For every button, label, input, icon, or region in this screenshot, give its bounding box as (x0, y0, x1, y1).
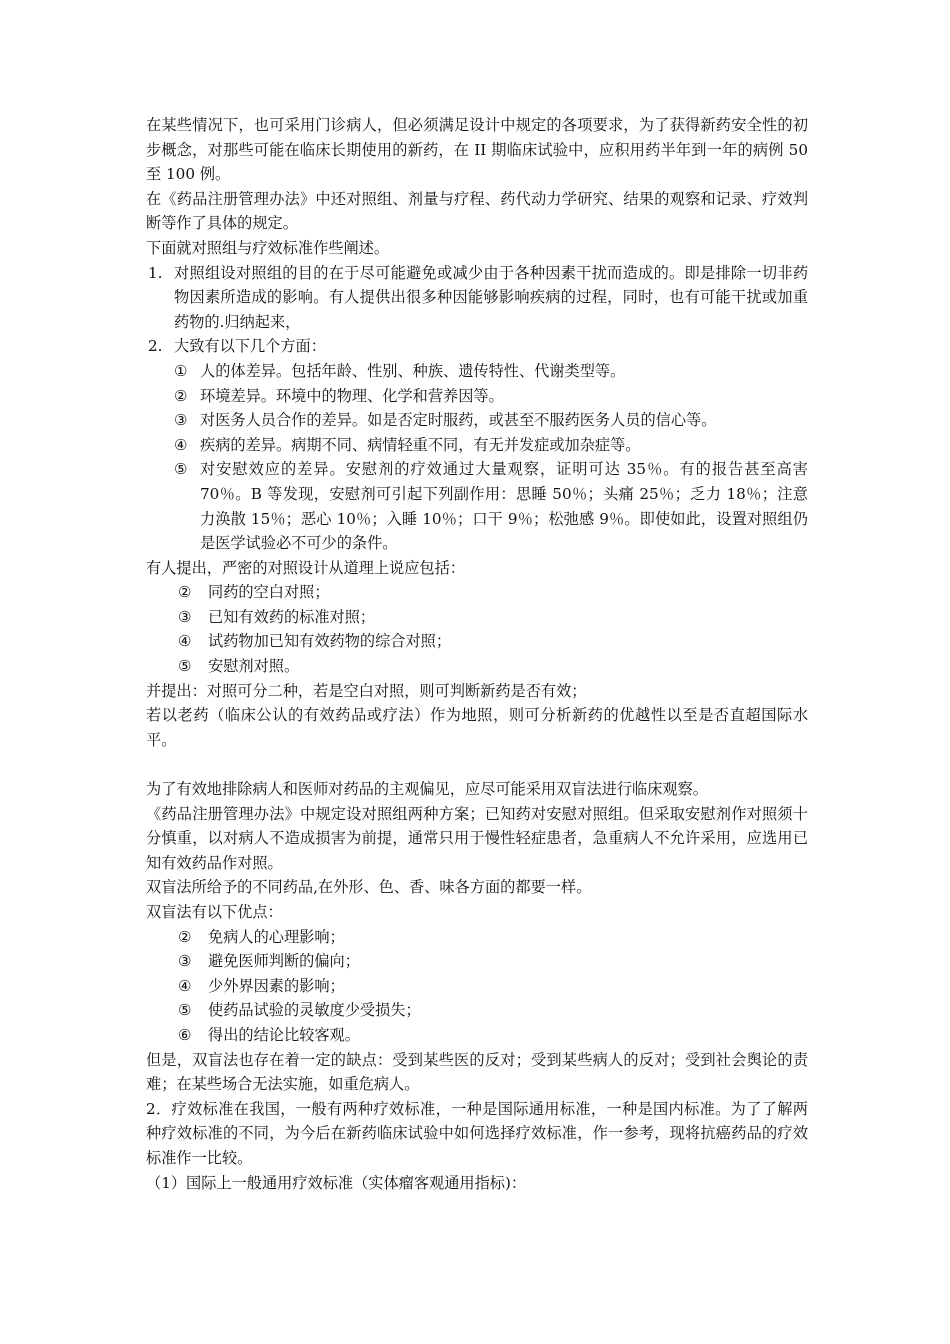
paragraph: 《药品注册管理办法》中规定设对照组两种方案；已知药对安慰对照组。但采取安慰剂作对照须十分慎重，以对病人不造成损害为前提，通常只用于慢性轻症患者，急重病人不允许采用，应选用已知有效药品作对照。 (146, 804, 808, 872)
paragraph: 在《药品注册管理办法》中还对照组、剂量与疗程、药代动力学研究、结果的观察和记录、疗效判断等作了具体的规定。 (146, 189, 808, 233)
item-text: 对安慰效应的差异。安慰剂的疗效通过大量观察，证明可达 35％。有的报告甚至高害 70％。B 等发现，安慰剂可引起下列副作用：思睡 50％；头痛 25％；乏力 18％；注意力涣散 15％；恶心 10％；入睡 10％；口干 9％；松弛感 9％。即使如此，设置对照组仍是医学试验必不可少的条件。 (200, 460, 808, 553)
list-item (174, 408, 808, 433)
paragraph: 有人提出，严密的对照设计从道理上说应包括： (146, 558, 465, 577)
item-marker: ④ (178, 976, 192, 995)
list-item (174, 384, 808, 409)
paragraph: 双盲法所给予的不同药品,在外形、色、香、味各方面的都要一样。 (146, 878, 592, 897)
item-text: 大致有以下几个方面： (174, 337, 326, 356)
item-text: 同药的空白对照； (208, 583, 330, 602)
numbered-item (148, 261, 808, 335)
item-marker: ④ (174, 435, 188, 454)
item-text: 已知有效药的标准对照； (208, 607, 376, 626)
item-marker: 2. (148, 337, 163, 356)
item-marker: ⑤ (174, 460, 188, 479)
list-item (178, 925, 808, 950)
item-marker: ② (178, 583, 192, 602)
list-item (178, 949, 808, 974)
item-text: 使药品试验的灵敏度少受损失； (208, 1001, 421, 1020)
item-text: 免病人的心理影响； (208, 927, 345, 946)
list-item (178, 654, 808, 679)
list-item (178, 580, 808, 605)
list-item (178, 605, 808, 630)
list-item (174, 359, 808, 384)
item-text: 疾病的差异。病期不同、病情轻重不同，有无并发症或加杂症等。 (200, 435, 641, 454)
paragraph: 2．疗效标准在我国，一般有两种疗效标准，一种是国际通用标准，一种是国内标准。为了了解两种疗效标准的不同，为今后在新药临床试验中如何选择疗效标准，作一参考，现将抗癌药品的疗效标准作一比较。 (146, 1099, 808, 1167)
numbered-item (148, 334, 808, 359)
item-marker: ⑤ (178, 657, 192, 676)
paragraph: 为了有效地排除病人和医师对药品的主观偏见，应尽可能采用双盲法进行临床观察。 (146, 780, 708, 799)
paragraph: （1）国际上一般通用疗效标准（实体瘤客观通用指标)： (146, 1173, 527, 1192)
item-text: 环境差异。环境中的物理、化学和营养因等。 (200, 386, 504, 405)
item-text: 避免医师判断的偏向； (208, 952, 360, 971)
item-marker: ⑥ (178, 1025, 192, 1044)
item-marker: ④ (178, 632, 192, 651)
item-marker: ② (178, 927, 192, 946)
item-marker: ③ (178, 952, 192, 971)
paragraph: 若以老药（临床公认的有效药品或疗法）作为地照，则可分析新药的优越性以至是否直超国际水平。 (146, 706, 808, 749)
item-marker: ② (174, 386, 188, 405)
list-item (178, 629, 808, 654)
blank-line (146, 752, 808, 777)
paragraph: 下面就对照组与疗效标准作些阐述。 (146, 238, 389, 257)
item-text: 对医务人员合作的差异。如是否定时服药，或甚至不服药医务人员的信心等。 (200, 411, 717, 430)
item-text: 得出的结论比较客观。 (208, 1025, 360, 1044)
document-page (146, 113, 808, 1195)
paragraph: 双盲法有以下优点： (146, 903, 283, 921)
item-marker: ① (174, 361, 188, 380)
item-marker: ③ (178, 607, 192, 626)
list-item (178, 974, 808, 999)
item-text: 少外界因素的影响； (208, 976, 345, 995)
item-marker: 1. (148, 263, 163, 282)
list-item (178, 1023, 808, 1048)
paragraph: 在某些情况下，也可采用门诊病人，但必须满足设计中规定的各项要求，为了获得新药安全性的初步概念，对那些可能在临床长期使用的新药，在 II 期临床试验中，应积用药半年到一年的病例 50 至 100 例。 (146, 116, 808, 184)
item-marker: ③ (174, 411, 188, 430)
item-text: 安慰剂对照。 (208, 657, 300, 676)
item-marker: ⑤ (178, 1001, 192, 1020)
item-text: 对照组设对照组的目的在于尽可能避免或减少由于各种因素干扰而造成的。即是排除一切非药物因素所造成的影响。有人提供出很多种因能够影响疾病的过程，同时，也有可能干扰或加重药物的.归纳起来， (174, 263, 808, 331)
item-text: 试药物加已知有效药物的综合对照； (208, 632, 451, 651)
paragraph: 但是，双盲法也存在着一定的缺点：受到某些医的反对；受到某些病人的反对；受到社会舆论的责难；在某些场合无法实施，如重危病人。 (146, 1050, 808, 1094)
item-text: 人的体差异。包括年龄、性别、种族、遗传特性、代谢类型等。 (200, 361, 626, 380)
list-item (178, 998, 808, 1023)
paragraph: 并提出：对照可分二种，若是空白对照，则可判断新药是否有效； (146, 681, 587, 700)
list-item (174, 433, 808, 458)
list-item (174, 457, 808, 555)
